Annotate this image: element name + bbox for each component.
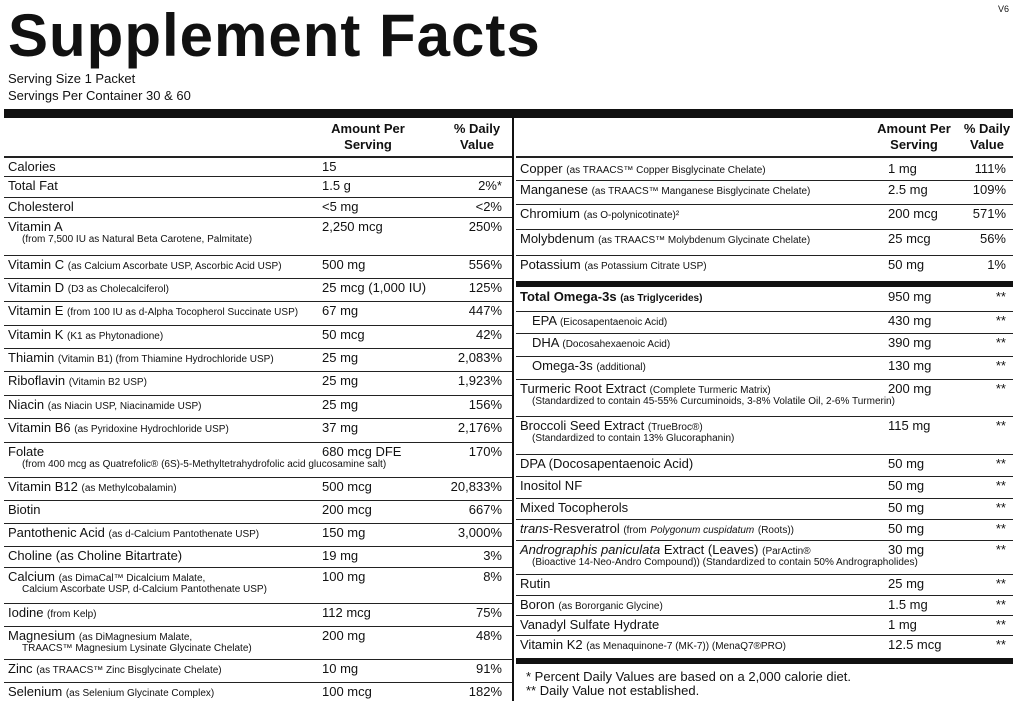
nutrient-source: (as DimaCal™ Dicalcium Malate, [58,573,206,584]
amount-per-serving: 1.5 g [322,178,351,193]
nutrient-name [8,525,259,542]
daily-value: 667% [468,502,502,517]
nutrient-name [8,199,74,214]
amount-per-serving: 12.5 mcg [888,637,942,652]
nutrient-name-text: Total Fat [8,178,58,193]
nutrient-name-text: Vitamin K [8,327,64,342]
nutrient-name [520,521,794,538]
nutrient-name-text: Pantothenic Acid [8,525,105,540]
nutrient-name [8,502,41,517]
amount-per-serving: 115 mg [888,418,931,433]
dv-header-right: % Daily Value [963,121,1011,152]
amount-per-serving: 25 mcg (1,000 IU) [322,280,427,295]
nutrient-name [8,548,182,563]
nutrient-name-text: -Resveratrol [548,521,620,536]
nutrient-row [4,218,512,256]
amount-per-serving: 25 mg [322,373,359,388]
nutrient-source: (as Niacin USP, Niacinamide USP) [47,401,202,412]
nutrient-name-text: Broccoli Seed Extract [520,418,645,433]
nutrient-name [520,182,810,199]
amount-per-serving: 25 mg [322,397,359,412]
amount-per-serving: 50 mg [888,456,925,471]
nutrient-name [8,605,97,622]
nutrient-row [4,372,512,396]
nutrient-row [516,181,1013,205]
daily-value: <2% [475,199,502,214]
nutrient-name [8,280,169,297]
nutrient-name [8,257,282,274]
nutrient-name [520,478,582,493]
nutrient-source: (D3 as Cholecalciferol) [67,284,169,295]
amount-per-serving: 200 mcg [322,502,372,517]
nutrient-row [516,357,1013,380]
amount-per-serving: 150 mg [322,525,366,540]
nutrient-name-text: DHA [532,335,559,350]
nutrient-row [4,568,512,604]
daily-value: ** [995,521,1006,536]
nutrient-source: (from [623,525,647,536]
daily-value: 3,000% [457,525,502,540]
nutrient-name-text: Vitamin B6 [8,420,71,435]
daily-value: ** [995,576,1006,591]
nutrient-name [8,444,44,459]
nutrient-source: (K1 as Phytonadione) [67,331,164,342]
nutrient-name [8,159,56,174]
amount-per-serving: 200 mg [322,628,366,643]
amount-per-serving: 67 mg [322,303,359,318]
nutrient-name-text: Calories [8,159,56,174]
nutrient-name-text: Mixed Tocopherols [520,500,629,515]
nutrient-name-text: Folate [8,444,45,459]
nutrient-name-text: Potassium [520,257,581,272]
servings-per-container: Servings Per Container 30 & 60 [8,88,191,103]
nutrient-row [4,443,512,478]
nutrient-row [4,660,512,683]
daily-value: 1% [987,257,1006,272]
nutrient-name-text: Molybdenum [520,231,595,246]
nutrient-row [516,541,1013,575]
amount-per-serving: 10 mg [322,661,359,676]
nutrient-source-detail: (Standardized to contain 45-55% Curcuminoids, 3-8% Volatile Oil, 2-6% Turmerin) [532,396,895,407]
nutrient-source: (from Kelp) [47,609,97,620]
amount-per-serving: 100 mg [322,569,366,584]
daily-value: 20,833% [450,479,502,494]
amount-per-serving: 30 mg [888,542,925,557]
nutrient-source: (Docosahexaenoic Acid) [562,339,671,350]
nutrient-row [516,288,1013,312]
right-nutrient-column [516,118,1013,703]
nutrient-name [520,161,766,178]
nutrient-source: (as Pyridoxine Hydrochloride USP) [74,424,229,435]
nutrient-source: (as Calcium Ascorbate USP, Ascorbic Acid USP) [67,261,282,272]
nutrient-name [8,479,177,496]
nutrient-name-text: Rutin [520,576,551,591]
nutrient-name [8,327,163,344]
daily-value: 182% [468,684,502,699]
nutrient-row [4,627,512,660]
nutrient-source: (as TRAACS™ Copper Bisglycinate Chelate) [566,165,766,176]
nutrient-row [516,380,1013,417]
amount-per-serving: 50 mcg [322,327,365,342]
amount-per-serving: 680 mcg DFE [322,444,402,459]
nutrient-source: (as Menaquinone-7 (MK-7)) (MenaQ7®PRO) [586,641,786,652]
nutrient-name [8,420,229,437]
daily-value: 42% [475,327,502,342]
nutrient-name-text: Chromium [520,206,580,221]
nutrient-source: (Complete Turmeric Matrix) [649,385,771,396]
daily-value: 2%* [478,178,502,193]
nutrient-name-text: Copper [520,161,563,176]
nutrient-source-italic: Polygonum cuspidatum [650,525,755,536]
amount-per-serving: 500 mg [322,257,366,272]
nutrient-name-italic: trans [520,521,549,536]
nutrient-name [8,661,222,678]
nutrient-name [520,576,550,591]
column-divider [512,118,514,701]
daily-value: 156% [468,397,502,412]
daily-value: 2,083% [457,350,502,365]
amount-header-left: Amount Per Serving [331,121,405,152]
footnote-section-bar [516,658,1013,664]
nutrient-row [516,575,1013,596]
header-rule [516,156,1013,158]
amount-per-serving: 19 mg [322,548,359,563]
nutrient-source-detail: (Standardized to contain 13% Glucoraphanin) [532,433,735,444]
daily-value: ** [995,418,1006,433]
nutrient-name-text: Cholesterol [8,199,74,214]
amount-per-serving: 112 mcg [322,605,371,620]
nutrient-row [516,334,1013,357]
daily-value: 556% [468,257,502,272]
nutrient-row [4,198,512,218]
nutrient-name-text: Riboflavin [8,373,66,388]
nutrient-name-text: Iodine [8,605,44,620]
nutrient-row [516,636,1013,658]
top-divider-bar [4,109,1013,118]
nutrient-source: (as Methylcobalamin) [81,483,177,494]
amount-per-serving: 430 mg [888,313,932,328]
nutrient-source: (as Selenium Glycinate Complex) [65,688,215,699]
nutrient-source: (as DiMagnesium Malate, [78,632,193,643]
daily-value: 125% [468,280,502,295]
daily-value: ** [995,335,1006,350]
daily-value: ** [995,637,1006,652]
nutrient-name-text: Selenium [8,684,63,699]
nutrient-source: (as d-Calcium Pantothenate USP) [108,529,260,540]
nutrient-source-detail: TRAACS™ Magnesium Lysinate Glycinate Chelate) [22,643,252,654]
nutrient-name-text: Zinc [8,661,33,676]
nutrient-name [520,500,628,515]
amount-per-serving: 15 [322,159,337,174]
footnote-dv-not-established: ** Daily Value not established. [526,683,700,698]
nutrient-name-text: Calcium [8,569,55,584]
amount-per-serving: 2,250 mcg [322,219,383,234]
nutrient-row [516,596,1013,616]
nutrient-name-text: EPA [532,313,557,328]
amount-per-serving: 200 mcg [888,206,938,221]
amount-per-serving: 37 mg [322,420,359,435]
nutrient-source: (as O-polynicotinate)² [583,210,680,221]
amount-per-serving: 50 mg [888,257,925,272]
nutrient-row [4,419,512,443]
nutrient-name [8,350,274,367]
amount-per-serving: 200 mg [888,381,932,396]
nutrient-row [516,205,1013,230]
daily-value: 48% [475,628,502,643]
nutrient-name-text: Boron [520,597,555,612]
amount-per-serving: 950 mg [888,289,932,304]
nutrient-name-text: Vitamin D [8,280,65,295]
nutrient-name-text: Choline (as Choline Bitartrate) [8,548,183,563]
daily-value: 56% [979,231,1006,246]
nutrient-row [516,455,1013,477]
nutrient-row [4,302,512,326]
daily-value: 109% [972,182,1006,197]
nutrient-name [8,219,63,234]
nutrient-source-detail: (from 400 mcg as Quatrefolic® (6S)-5-Methyltetrahydrofolic acid glucosamine salt) [22,459,387,470]
nutrient-source: (as Bororganic Glycine) [558,601,663,612]
daily-value: ** [995,597,1006,612]
nutrient-name-text: Manganese [520,182,588,197]
nutrient-source: (as Triglycerides) [620,293,703,304]
nutrient-row [4,349,512,372]
amount-per-serving: <5 mg [322,199,359,214]
nutrient-row [4,478,512,501]
nutrient-name [8,684,214,701]
amount-per-serving: 1 mg [888,617,917,632]
nutrient-source-detail: (from 7,500 IU as Natural Beta Carotene, Palmitate) [22,234,253,245]
nutrient-name-text: Magnesium [8,628,76,643]
nutrient-source-tail: (Roots)) [757,525,794,536]
daily-value: 571% [972,206,1006,221]
daily-value: 91% [475,661,502,676]
nutrient-name-text: Vitamin K2 [520,637,583,652]
nutrient-row [4,279,512,302]
nutrient-name [520,257,707,274]
amount-per-serving: 390 mg [888,335,932,350]
amount-per-serving: 130 mg [888,358,932,373]
nutrient-row [4,396,512,419]
nutrient-name [520,289,702,306]
daily-value: ** [995,500,1006,515]
amount-per-serving: 100 mcg [322,684,372,699]
nutrient-row [516,230,1013,256]
nutrient-row [516,160,1013,181]
nutrient-source-detail: (Bioactive 14-Neo-Andro Compound)) (Standardized to contain 50% Andrographolides) [532,557,918,568]
nutrient-name-italic: Andrographis paniculata [520,542,661,557]
amount-per-serving: 50 mg [888,478,925,493]
daily-value: 111% [974,161,1006,176]
nutrient-source: (as TRAACS™ Zinc Bisglycinate Chelate) [36,665,222,676]
nutrient-row [516,616,1013,636]
nutrient-source: (Vitamin B2 USP) [68,377,147,388]
amount-per-serving: 25 mg [322,350,359,365]
nutrient-name [8,373,147,390]
nutrient-row [516,256,1013,280]
nutrient-source: (additional) [596,362,646,373]
daily-value: ** [995,289,1006,304]
amount-header-right: Amount Per Serving [877,121,951,152]
dv-header-left: % Daily Value [453,121,501,152]
nutrient-name-text: Vitamin A [8,219,63,234]
nutrient-name [8,303,298,320]
nutrient-source: (as TRAACS™ Manganese Bisglycinate Chelate) [591,186,811,197]
amount-per-serving: 50 mg [888,500,925,515]
daily-value: ** [995,542,1006,557]
nutrient-row [4,501,512,524]
nutrient-source: (from 100 IU as d-Alpha Tocopherol Succinate USP) [67,307,299,318]
nutrient-row [4,326,512,349]
nutrient-source: (as Potassium Citrate USP) [584,261,707,272]
nutrient-source: (Eicosapentaenoic Acid) [559,317,668,328]
nutrient-source: (as TRAACS™ Molybdenum Glycinate Chelate) [598,235,811,246]
amount-per-serving: 500 mcg [322,479,372,494]
nutrient-name-text: Omega-3s [532,358,593,373]
nutrient-name [8,397,202,414]
daily-value: ** [995,617,1006,632]
nutrient-name-text: Niacin [8,397,45,412]
header-rule [4,156,512,158]
daily-value: ** [995,456,1006,471]
nutrient-name-text: Turmeric Root Extract [520,381,646,396]
daily-value: 1,923% [457,373,502,388]
nutrient-row [516,520,1013,541]
nutrient-name [532,358,646,375]
nutrient-source: (TrueBroc®) [647,422,703,433]
nutrient-row [4,177,512,198]
nutrient-name [532,335,670,352]
amount-per-serving: 1 mg [888,161,917,176]
amount-per-serving: 2.5 mg [888,182,928,197]
nutrient-row [4,524,512,547]
nutrient-name [520,231,810,248]
omega-section-bar [516,281,1013,287]
daily-value: 2,176% [457,420,502,435]
nutrient-name-text: Vitamin B12 [8,479,78,494]
amount-per-serving: 1.5 mg [888,597,928,612]
nutrient-name [520,637,786,654]
daily-value: 75% [475,605,502,620]
nutrient-row [4,604,512,627]
serving-size: Serving Size 1 Packet [8,71,136,86]
daily-value: ** [995,478,1006,493]
amount-per-serving: 25 mcg [888,231,931,246]
nutrient-name [520,456,693,471]
daily-value: 250% [468,219,502,234]
nutrient-name-text: Biotin [8,502,41,517]
nutrient-name-text: Total Omega-3s [520,289,617,304]
nutrient-name-text: Vanadyl Sulfate Hydrate [520,617,660,632]
panel-title: Supplement Facts [8,2,541,69]
nutrient-name [532,313,667,330]
daily-value: 3% [483,548,502,563]
daily-value: 8% [483,569,502,584]
nutrient-row [4,547,512,568]
nutrient-name-text: Vitamin E [8,303,64,318]
nutrient-name-text: Extract (Leaves) [660,542,759,557]
amount-per-serving: 25 mg [888,576,925,591]
nutrient-row [516,312,1013,334]
nutrient-row [516,499,1013,520]
footnote-dv-basis: * Percent Daily Values are based on a 2,000 calorie diet. [526,669,851,684]
nutrient-row [516,417,1013,455]
nutrient-name [520,206,679,223]
nutrient-name-text: DPA (Docosapentaenoic Acid) [520,456,694,471]
daily-value: 447% [468,303,502,318]
nutrient-row [4,256,512,279]
daily-value: ** [995,381,1006,396]
nutrient-name-text: Thiamin [8,350,55,365]
nutrient-row [4,158,512,177]
nutrient-name [520,597,663,614]
nutrient-name [520,617,659,632]
nutrient-row [516,477,1013,499]
amount-per-serving: 50 mg [888,521,925,536]
nutrient-name [8,178,58,193]
daily-value: ** [995,313,1006,328]
nutrient-source: (ParActin® [762,546,811,557]
nutrient-source: (Vitamin B1) (from Thiamine Hydrochloride USP) [57,354,274,365]
nutrient-source-detail: Calcium Ascorbate USP, d-Calcium Pantothenate USP) [22,584,267,595]
nutrient-name-text: Vitamin C [8,257,65,272]
version-code: V6 [998,4,1010,14]
daily-value: 170% [468,444,502,459]
nutrient-row [4,683,512,703]
left-nutrient-column [4,118,512,703]
daily-value: ** [995,358,1006,373]
nutrient-name-text: Inositol NF [520,478,583,493]
